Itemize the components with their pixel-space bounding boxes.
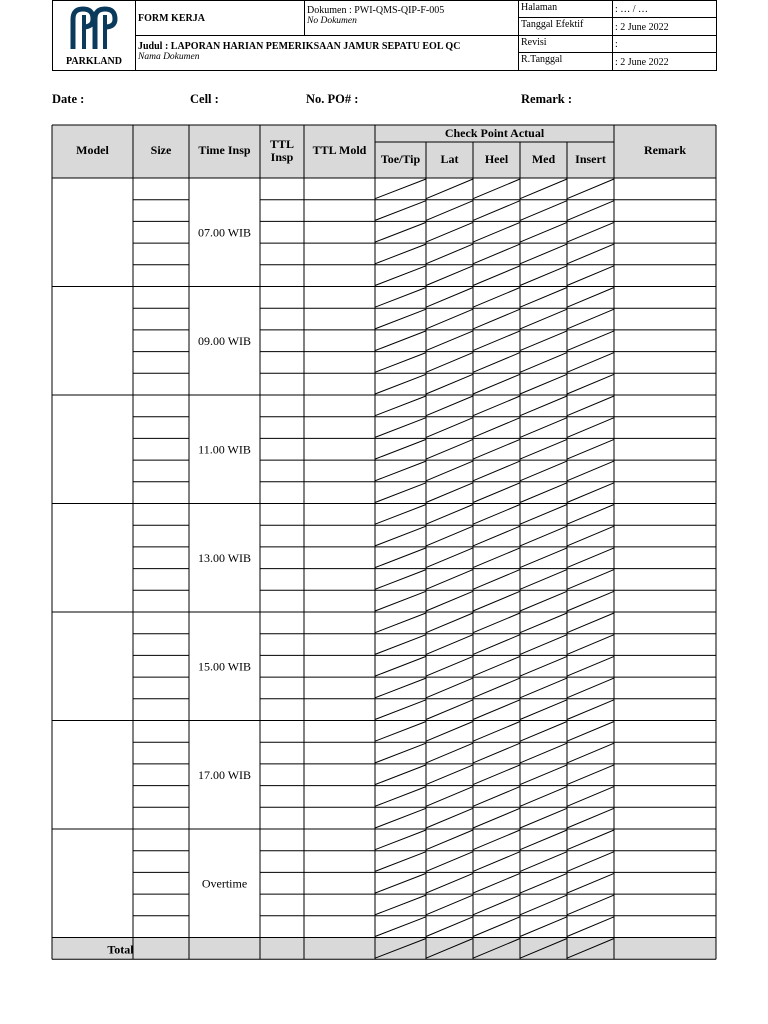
header-ttl-mold: TTL Mold: [312, 143, 367, 157]
check-cell-diagonal: [520, 309, 567, 329]
check-cell-diagonal: [375, 288, 426, 308]
check-cell-diagonal: [375, 222, 426, 242]
check-cell-diagonal: [473, 765, 520, 785]
check-cell-diagonal: [375, 439, 426, 459]
check-cell-diagonal: [473, 396, 520, 416]
check-cell-diagonal: [567, 244, 614, 264]
check-cell-diagonal: [375, 787, 426, 807]
check-cell-diagonal: [375, 244, 426, 264]
check-cell-diagonal: [426, 505, 473, 525]
check-cell-diagonal: [375, 591, 426, 611]
check-cell-diagonal: [520, 700, 567, 720]
check-cell-diagonal: [426, 266, 473, 286]
check-cell-diagonal: [473, 548, 520, 568]
check-cell-diagonal: [520, 288, 567, 308]
check-cell-diagonal: [375, 873, 426, 893]
check-cell-diagonal: [375, 179, 426, 199]
check-cell-diagonal: [520, 353, 567, 373]
check-cell-diagonal: [520, 743, 567, 763]
header-heel: Heel: [484, 152, 509, 166]
check-cell-diagonal: [520, 613, 567, 633]
check-cell-diagonal: [426, 852, 473, 872]
date-label: Date :: [52, 92, 85, 106]
check-cell-diagonal: [426, 895, 473, 915]
check-cell-diagonal: [473, 873, 520, 893]
document-number: Dokumen : PWI-QMS-QIP-F-005: [307, 5, 445, 16]
header-model: Model: [76, 143, 109, 157]
check-cell-diagonal: [567, 678, 614, 698]
document-title: Judul : LAPORAN HARIAN PEMERIKSAAN JAMUR SEPATU EOL QC: [138, 41, 461, 52]
po-label: No. PO# :: [306, 92, 359, 106]
check-cell-diagonal: [375, 309, 426, 329]
check-cell-diagonal: [375, 548, 426, 568]
check-cell-diagonal: [473, 374, 520, 394]
check-cell-diagonal: [520, 222, 567, 242]
check-cell-diagonal: [375, 700, 426, 720]
check-cell-diagonal: [426, 700, 473, 720]
check-cell-diagonal: [375, 374, 426, 394]
check-cell-diagonal: [426, 548, 473, 568]
check-cell-diagonal: [567, 852, 614, 872]
check-cell-diagonal: [567, 873, 614, 893]
check-cell-diagonal: [375, 765, 426, 785]
remark-label: Remark :: [521, 92, 573, 106]
check-cell-diagonal: [567, 548, 614, 568]
check-cell-diagonal: [520, 526, 567, 546]
check-cell-diagonal: [375, 353, 426, 373]
halaman-value: : … / …: [613, 1, 716, 18]
check-cell-diagonal: [520, 418, 567, 438]
check-cell-diagonal: [473, 570, 520, 590]
check-cell-diagonal: [426, 808, 473, 828]
time-slot-label: 09.00 WIB: [197, 333, 252, 348]
check-cell-diagonal: [473, 288, 520, 308]
check-cell-diagonal: [520, 548, 567, 568]
check-cell-diagonal: [473, 678, 520, 698]
check-cell-diagonal: [567, 483, 614, 503]
check-cell-diagonal: [473, 787, 520, 807]
header-size: Size: [150, 143, 172, 157]
check-cell-diagonal: [426, 570, 473, 590]
check-cell-diagonal: [520, 439, 567, 459]
check-cell-diagonal: [567, 331, 614, 351]
check-cell-diagonal: [426, 461, 473, 481]
check-cell-diagonal: [520, 787, 567, 807]
check-cell-diagonal: [375, 678, 426, 698]
check-cell-diagonal: [375, 895, 426, 915]
check-cell-diagonal: [426, 917, 473, 937]
check-cell-diagonal: [473, 613, 520, 633]
header-lat: Lat: [440, 152, 459, 166]
check-cell-diagonal: [520, 830, 567, 850]
check-cell-diagonal: [426, 743, 473, 763]
time-slot-label: 07.00 WIB: [197, 225, 252, 240]
check-cell-diagonal: [520, 765, 567, 785]
check-cell-diagonal: [520, 461, 567, 481]
check-cell-diagonal: [567, 266, 614, 286]
check-cell-diagonal: [520, 483, 567, 503]
check-cell-diagonal: [567, 808, 614, 828]
check-cell-diagonal: [567, 591, 614, 611]
check-cell-diagonal: [375, 852, 426, 872]
check-cell-diagonal: [567, 222, 614, 242]
check-cell-diagonal: [473, 722, 520, 742]
check-cell-diagonal: [520, 656, 567, 676]
check-cell-diagonal: [426, 526, 473, 546]
check-cell-diagonal: [567, 288, 614, 308]
check-cell-diagonal: [567, 613, 614, 633]
check-cell-diagonal: [473, 418, 520, 438]
check-cell-diagonal: [426, 483, 473, 503]
check-cell-diagonal: [426, 418, 473, 438]
check-cell-diagonal: [375, 613, 426, 633]
total-row-bg: [52, 938, 716, 960]
check-cell-diagonal: [567, 656, 614, 676]
check-cell-diagonal: [520, 374, 567, 394]
check-cell-diagonal: [375, 635, 426, 655]
check-cell-diagonal: [473, 483, 520, 503]
check-cell-diagonal: [473, 656, 520, 676]
revisi-value: :: [613, 36, 716, 53]
check-cell-diagonal: [520, 873, 567, 893]
check-cell-diagonal: [375, 331, 426, 351]
check-cell-diagonal: [520, 570, 567, 590]
header-insert: Insert: [575, 152, 606, 166]
check-cell-diagonal: [473, 808, 520, 828]
check-cell-diagonal: [426, 613, 473, 633]
document-title-caption: Nama Dokumen: [138, 52, 200, 62]
time-slot-label: 17.00 WIB: [197, 767, 252, 782]
check-cell-diagonal: [426, 309, 473, 329]
check-cell-diagonal: [375, 743, 426, 763]
form-type: FORM KERJA: [136, 1, 305, 36]
check-cell-diagonal: [426, 288, 473, 308]
check-cell-diagonal: [473, 179, 520, 199]
check-cell-diagonal: [520, 635, 567, 655]
check-cell-diagonal: [375, 505, 426, 525]
check-cell-diagonal: [375, 483, 426, 503]
check-cell-diagonal: [375, 201, 426, 221]
check-cell-diagonal: [426, 222, 473, 242]
check-cell-diagonal: [520, 201, 567, 221]
check-cell-diagonal: [473, 461, 520, 481]
check-cell-diagonal: [426, 635, 473, 655]
check-cell-diagonal: [567, 374, 614, 394]
check-cell-diagonal: [426, 396, 473, 416]
check-cell-diagonal: [426, 374, 473, 394]
check-cell-diagonal: [567, 743, 614, 763]
check-cell-diagonal: [520, 505, 567, 525]
check-cell-diagonal: [567, 396, 614, 416]
check-cell-diagonal: [520, 179, 567, 199]
check-cell-diagonal: [520, 808, 567, 828]
check-cell-diagonal: [520, 591, 567, 611]
check-cell-diagonal: [520, 917, 567, 937]
check-cell-diagonal: [473, 743, 520, 763]
check-cell-diagonal: [426, 722, 473, 742]
check-cell-diagonal: [520, 895, 567, 915]
check-cell-diagonal: [426, 591, 473, 611]
check-cell-diagonal: [473, 201, 520, 221]
check-cell-diagonal: [426, 201, 473, 221]
check-cell-diagonal: [473, 635, 520, 655]
check-cell-diagonal: [473, 505, 520, 525]
check-cell-diagonal: [567, 309, 614, 329]
check-cell-diagonal: [473, 526, 520, 546]
check-cell-diagonal: [567, 353, 614, 373]
check-cell-diagonal: [375, 808, 426, 828]
check-cell-diagonal: [567, 765, 614, 785]
time-slot-label: 15.00 WIB: [197, 659, 252, 674]
header-remark: Remark: [644, 143, 686, 157]
time-slot-label: 11.00 WIB: [198, 442, 251, 457]
check-cell-diagonal: [567, 418, 614, 438]
check-cell-diagonal: [473, 852, 520, 872]
check-cell-diagonal: [375, 461, 426, 481]
halaman-label: Halaman: [519, 1, 612, 18]
check-cell-diagonal: [473, 439, 520, 459]
check-cell-diagonal: [426, 331, 473, 351]
check-cell-diagonal: [520, 331, 567, 351]
check-cell-diagonal: [567, 895, 614, 915]
tgl-efektif-label: Tanggal Efektif: [521, 19, 584, 30]
check-cell-diagonal: [473, 830, 520, 850]
check-cell-diagonal: [473, 244, 520, 264]
check-cell-diagonal: [567, 505, 614, 525]
header-toe-tip: Toe/Tip: [380, 152, 421, 166]
r-tanggal-label: R.Tanggal: [521, 54, 563, 65]
check-cell-diagonal: [375, 722, 426, 742]
check-cell-diagonal: [473, 222, 520, 242]
company-name: PARKLAND: [66, 55, 122, 67]
check-cell-diagonal: [426, 678, 473, 698]
check-cell-diagonal: [375, 396, 426, 416]
revisi-label: Revisi: [519, 36, 612, 53]
check-cell-diagonal: [375, 570, 426, 590]
check-cell-diagonal: [473, 895, 520, 915]
check-cell-diagonal: [520, 396, 567, 416]
header-ttl-insp-line1: TTL: [269, 137, 295, 151]
header-ttl-insp-line2: Insp: [270, 150, 294, 164]
check-cell-diagonal: [567, 787, 614, 807]
document-number-caption: No Dokumen: [307, 16, 357, 26]
check-cell-diagonal: [375, 526, 426, 546]
check-cell-diagonal: [567, 201, 614, 221]
header-med: Med: [531, 152, 556, 166]
check-cell-diagonal: [473, 700, 520, 720]
check-cell-diagonal: [473, 331, 520, 351]
check-cell-diagonal: [426, 656, 473, 676]
check-cell-diagonal: [567, 722, 614, 742]
check-cell-diagonal: [426, 873, 473, 893]
check-cell-diagonal: [567, 570, 614, 590]
check-cell-diagonal: [375, 917, 426, 937]
total-label: Total: [107, 942, 134, 957]
check-cell-diagonal: [375, 656, 426, 676]
r-tanggal-value: : 2 June 2022: [615, 57, 669, 68]
check-cell-diagonal: [473, 309, 520, 329]
check-cell-diagonal: [426, 244, 473, 264]
check-cell-diagonal: [567, 830, 614, 850]
check-cell-diagonal: [473, 353, 520, 373]
check-cell-diagonal: [426, 765, 473, 785]
check-cell-diagonal: [567, 917, 614, 937]
cell-label: Cell :: [190, 92, 219, 106]
check-cell-diagonal: [520, 678, 567, 698]
check-cell-diagonal: [426, 179, 473, 199]
check-cell-diagonal: [426, 787, 473, 807]
check-cell-diagonal: [567, 461, 614, 481]
check-cell-diagonal: [375, 418, 426, 438]
check-cell-diagonal: [567, 179, 614, 199]
time-slot-label: 13.00 WIB: [197, 550, 252, 565]
check-cell-diagonal: [567, 700, 614, 720]
time-slot-label: Overtime: [201, 876, 248, 891]
check-cell-diagonal: [520, 266, 567, 286]
check-cell-diagonal: [426, 353, 473, 373]
check-cell-diagonal: [473, 917, 520, 937]
check-cell-diagonal: [567, 526, 614, 546]
check-cell-diagonal: [520, 244, 567, 264]
check-cell-diagonal: [567, 635, 614, 655]
check-cell-diagonal: [520, 722, 567, 742]
check-cell-diagonal: [473, 591, 520, 611]
check-cell-diagonal: [426, 439, 473, 459]
check-cell-diagonal: [520, 852, 567, 872]
check-cell-diagonal: [473, 266, 520, 286]
check-cell-diagonal: [567, 439, 614, 459]
check-cell-diagonal: [426, 830, 473, 850]
header-check-point: Check Point Actual: [444, 126, 545, 140]
check-cell-diagonal: [375, 266, 426, 286]
header-time-insp: Time Insp: [198, 143, 251, 157]
tgl-efektif-value: : 2 June 2022: [615, 22, 669, 33]
check-cell-diagonal: [375, 830, 426, 850]
